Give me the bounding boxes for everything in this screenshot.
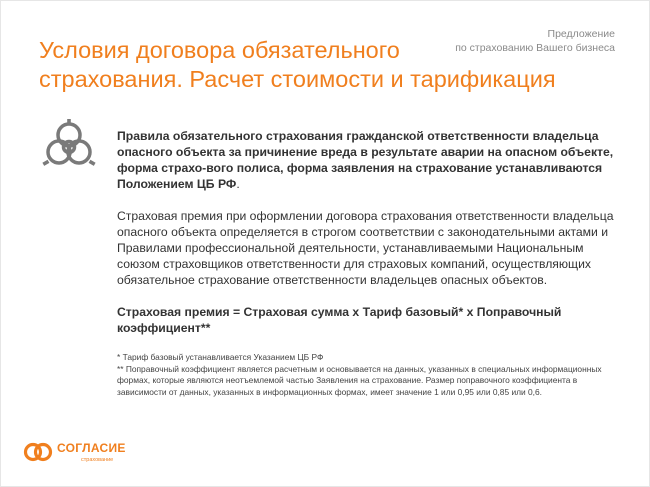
logo-name: СОГЛАСИЕ: [57, 441, 126, 455]
logo-subtitle: страхование: [81, 457, 114, 463]
rules-text: Правила обязательного страхования гражданской ответственности владельца опасного объекта за причинение вреда в результате аварии на опасном объекте, форма страхо-вого полиса, форма заявления на страхование устанавливаются Положением ЦБ РФ: [117, 129, 614, 191]
biohazard-icon: [41, 117, 97, 173]
header-note-line2: по страхованию Вашего бизнеса: [455, 42, 615, 54]
logo-mark-icon: [23, 441, 53, 463]
page-title-line2: страхования. Расчет стоимости и тарификация: [39, 66, 556, 92]
premium-paragraph: Страховая премия при оформлении договора страхования ответственности владельца опасного объекта определяется в строгом соответствии с законодательными актами и Правилами профессиональной деятельности, устанавливаемыми Национальным союзом страховщиков ответственности для страховых компаний, осуществляющих обязательное страхование ответственности владельцев опасных объектов.: [117, 209, 614, 287]
footnote-correction-coefficient: ** Поправочный коэффициент является расчетным и основывается на данных, указанных в специальных информационных формах, которые являются неотъемлемой частью Заявления на страхование. Размер поправочного коэффициента в зависимости от данных, указанных в информационных формах, имеет значение 1 или 0,95 или 0,85 или 0,6.: [117, 363, 602, 397]
header-note-line1: Предложение: [547, 28, 615, 40]
footnote-base-tariff: * Тариф базовый устанавливается Указанием ЦБ РФ: [117, 352, 324, 362]
rules-period: .: [236, 177, 240, 191]
company-logo: [23, 441, 143, 471]
formula-paragraph: Страховая премия = Страховая сумма х Тариф базовый* х Поправочный коэффициент**: [117, 305, 562, 335]
page-title-line1: Условия договора обязательного: [39, 37, 400, 63]
page-title: [39, 36, 609, 94]
rules-paragraph: [117, 128, 617, 192]
main-content: [117, 128, 617, 398]
